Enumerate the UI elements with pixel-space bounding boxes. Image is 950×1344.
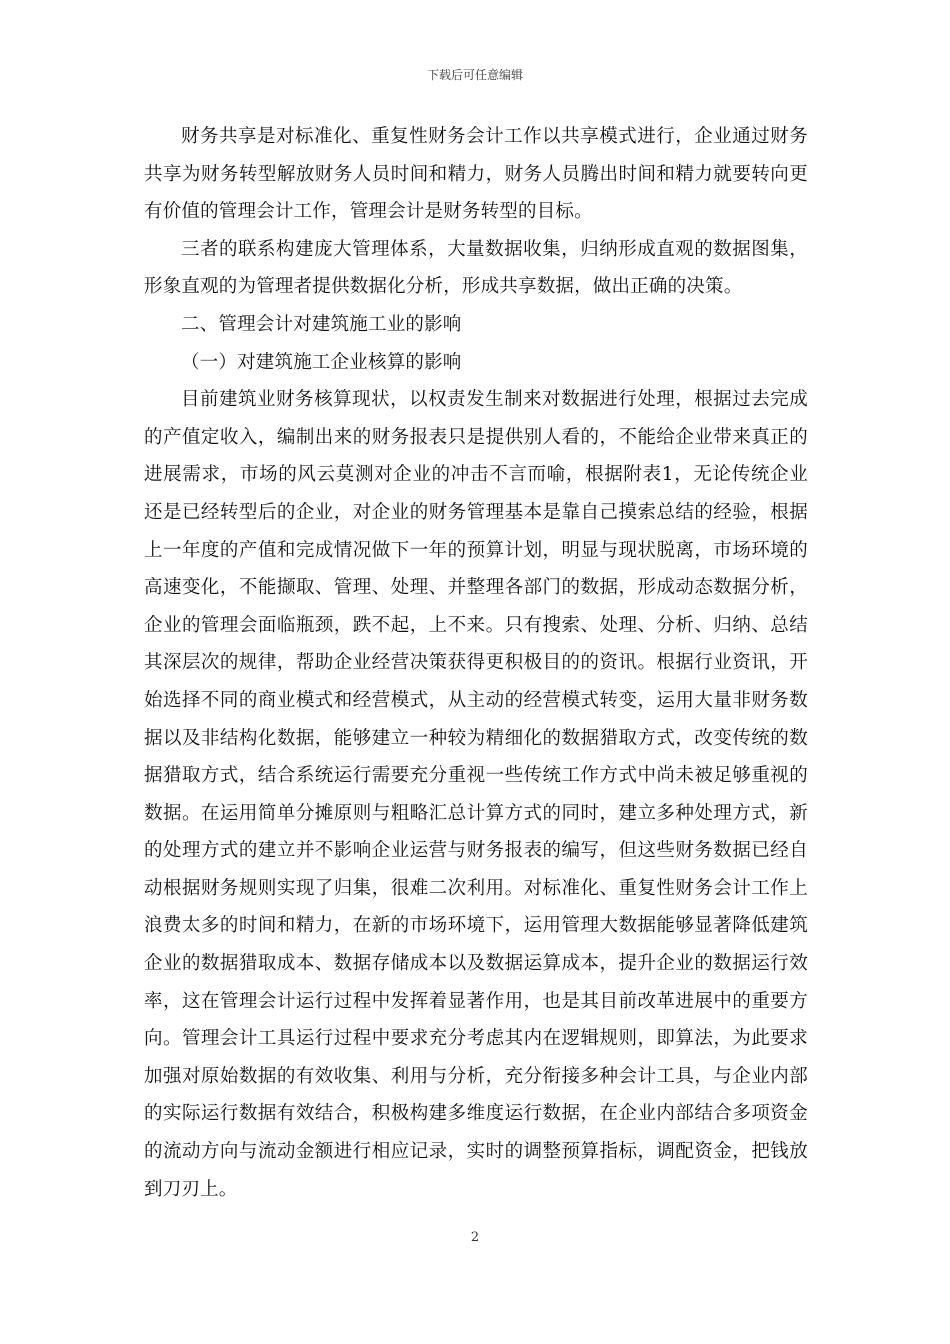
document-body: [144, 118, 808, 1208]
subsection-heading: （一）对建筑施工企业核算的影响: [181, 351, 462, 373]
paragraph-accounting-impact: 目前建筑业财务核算现状，以权责发生制来对数据进行处理，根据过去完成的产值定收入，编制出来的财务报表只是提供别人看的，不能给企业带来真正的进展需求，市场的风云莫测对企业的冲击不言而喻，根据附表1，无论传统企业还是已经转型后的企业，对企业的财务管理基本是靠自己摸索总结的经验，根据上一年度的产值和完成情况做下一年的预算计划，明显与现状脱离，市场环境的高速变化，不能撷取、管理、处理、并整理各部门的数据，形成动态数据分析，企业的管理会面临瓶颈，跌不起，上不来。只有搜索、处理、分析、归纳、总结其深层次的规律，帮助企业经营决策获得更积极目的的资讯。根据行业资讯，开始选择不同的商业模式和经营模式，从主动的经营模式转变，运用大量非财务数据以及非结构化数据，能够建立一种较为精细化的数据猎取方式，改变传统的数据猎取方式，结合系统运行需要充分重视一些传统工作方式中尚未被足够重视的数据。在运用简单分摊原则与粗略汇总计算方式的同时，建立多种处理方式，新的处理方式的建立并不影响企业运营与财务报表的编写，但这些财务数据已经自动根据财务规则实现了归集，很难二次利用。对标准化、重复性财务会计工作上浪费太多的时间和精力，在新的市场环境下，运用管理大数据能够显著降低建筑企业的数据猎取成本、数据存储成本以及数据运算成本，提升企业的数据运行效率，这在管理会计运行过程中发挥着显著作用，也是其目前改革进展中的重要方向。管理会计工具运行过程中要求充分考虑其内在逻辑规则，即算法，为此要求加强对原始数据的有效收集、利用与分析，充分衔接多种会计工具，与企业内部的实际运行数据有效结合，积极构建多维度运行数据，在企业内部结合多项资金的流动方向与流动金额进行相应记录，实时的调整预算指标，调配资金，把钱放到刀刃上。: [144, 389, 808, 1200]
paragraph-financial-sharing: 财务共享是对标准化、重复性财务会计工作以共享模式进行，企业通过财务共享为财务转型解放财务人员时间和精力，财务人员腾出时间和精力就要转向更有价值的管理会计工作，管理会计是财务转型的目标。: [144, 126, 808, 223]
page-number: 2: [470, 1230, 480, 1245]
section-heading: 二、管理会计对建筑施工业的影响: [181, 313, 462, 335]
paragraph-management-system: 三者的联系构建庞大管理体系，大量数据收集，归纳形成直观的数据图集，形象直观的为管理者提供数据化分析，形成共享数据，做出正确的决策。: [144, 238, 808, 298]
page-header: 下载后可任意编辑: [426, 68, 523, 82]
